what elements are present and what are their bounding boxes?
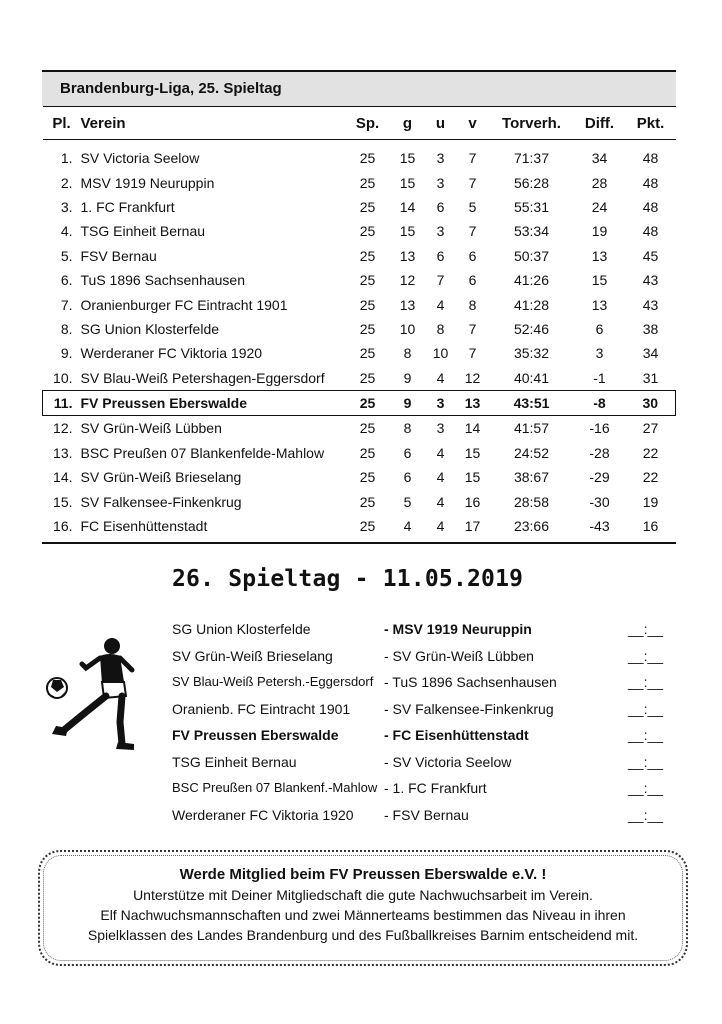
cell-losses: 8 [468,296,477,313]
cell-losses: 7 [468,223,477,240]
cell-losses: 16 [464,493,481,510]
league-title: Brandenburg-Liga, 25. Spieltag [42,72,676,106]
cell-points: 48 [642,150,659,167]
cell-wins: 8 [403,420,412,437]
table-header-row [43,107,676,140]
cell-losses: 15 [464,469,481,486]
cell-diff: 13 [591,247,608,264]
fixture-home-team: SV Grün-Weiß Brieselang [172,647,333,664]
header-diff: Diff. [574,107,626,140]
cell-goals: 41:26 [513,272,550,289]
cell-points: 48 [642,174,659,191]
cell-diff: 34 [591,150,608,167]
cell-place: 11. [43,390,81,415]
table-row [43,170,676,194]
cell-team: TuS 1896 Sachsenhausen [80,272,245,289]
cell-games: 25 [359,345,376,362]
cell-points: 31 [642,369,659,386]
membership-line: Elf Nachwuchsmannschaften und zwei Männerteams bestimmen das Niveau in ihren [100,907,626,923]
cell-diff: -30 [589,493,610,510]
cell-games: 25 [359,247,376,264]
cell-games: 25 [359,174,376,191]
cell-wins: 13 [399,247,416,264]
fixture-score-blank: __:__ [628,621,664,637]
cell-losses: 12 [464,369,481,386]
cell-goals: 41:57 [513,420,550,437]
cell-games: 25 [359,518,376,535]
cell-losses: 7 [468,150,477,167]
cell-wins: 6 [403,469,412,486]
fixture-score-blank: __:__ [628,647,664,664]
cell-games: 25 [359,198,376,215]
fixture-row [172,669,682,696]
table-row [43,366,676,391]
fixture-score-blank: __:__ [628,700,664,717]
cell-goals: 40:41 [513,369,550,386]
header-goals: Torverh. [490,107,574,140]
fixture-score-blank: __:__ [628,727,664,743]
standings-body [43,140,676,539]
fixture-home-team: TSG Einheit Bernau [172,753,297,770]
fixture-away-team: - 1. FC Frankfurt [384,780,487,796]
cell-team: FC Eisenhüttenstadt [80,518,208,535]
fixture-home-team: SV Blau-Weiß Petersh.-Eggersdorf [172,674,374,689]
membership-title: Werde Mitglied beim FV Preussen Eberswalde e.V. ! [179,866,547,883]
fixture-score-blank: __:__ [628,806,664,823]
cell-wins: 5 [403,493,412,510]
cell-wins: 10 [399,320,416,337]
cell-diff: -29 [589,469,610,486]
fixture-score-blank: __:__ [628,780,664,796]
table-row [43,292,676,316]
fixtures-list [172,616,682,828]
cell-diff: 13 [591,296,608,313]
cell-games: 25 [359,150,376,167]
cell-goals: 56:28 [513,174,550,191]
cell-games: 25 [359,320,376,337]
cell-place: 9. [60,345,73,362]
cell-place: 3. [60,198,73,215]
cell-place: 2. [60,174,73,191]
table-row [43,465,676,489]
cell-team: SV Falkensee-Finkenkrug [80,493,242,510]
cell-draws: 3 [436,150,445,167]
cell-points: 19 [642,493,659,510]
fixture-away-team: - SV Grün-Weiß Lübben [384,647,534,664]
cell-games: 25 [359,420,376,437]
cell-team: Oranienburger FC Eintracht 1901 [80,296,288,313]
cell-team: TSG Einheit Bernau [80,223,206,240]
cell-goals: 53:34 [513,223,550,240]
cell-draws: 4 [436,369,445,386]
fixtures-title: 26. Spieltag - 11.05.2019 [172,566,524,592]
cell-goals: 43:51 [490,390,574,415]
cell-place: 10. [53,369,73,386]
cell-points: 34 [642,345,659,362]
fixture-home-team: FV Preussen Eberswalde [172,727,339,743]
cell-wins: 9 [390,390,426,415]
table-row [43,441,676,465]
cell-points: 30 [626,390,676,415]
cell-draws: 7 [436,272,445,289]
cell-team: SV Blau-Weiß Petershagen-Eggersdorf [80,369,325,386]
cell-games: 25 [359,272,376,289]
cell-diff: 3 [595,345,604,362]
cell-wins: 15 [399,150,416,167]
fixture-row [172,643,682,670]
table-row [43,268,676,292]
table-row [43,416,676,441]
cell-goals: 38:67 [513,469,550,486]
table-row [43,140,676,171]
cell-place: 16. [53,518,73,535]
fixture-away-team: - SV Victoria Seelow [384,753,512,770]
cell-games: 25 [359,444,376,461]
standings-table [42,106,676,538]
cell-place: 8. [60,320,73,337]
cell-wins: 14 [399,198,416,215]
table-row [43,195,676,219]
cell-wins: 15 [399,174,416,191]
table-row [43,489,676,513]
cell-goals: 41:28 [513,296,550,313]
cell-wins: 4 [403,518,412,535]
cell-diff: 6 [595,320,604,337]
fixture-away-team: - TuS 1896 Sachsenhausen [384,674,557,690]
fixture-home-team: Oranienb. FC Eintracht 1901 [172,700,351,717]
cell-diff: -1 [593,369,606,386]
table-row [43,341,676,365]
cell-wins: 12 [399,272,416,289]
cell-points: 22 [642,444,659,461]
cell-points: 48 [642,198,659,215]
cell-points: 43 [642,272,659,289]
cell-games: 25 [359,369,376,386]
cell-team: SG Union Klosterfelde [80,320,220,337]
cell-points: 48 [642,223,659,240]
cell-goals: 28:58 [513,493,550,510]
cell-wins: 9 [403,369,412,386]
cell-games: 25 [359,469,376,486]
cell-goals: 50:37 [513,247,550,264]
cell-diff: -28 [589,444,610,461]
cell-wins: 13 [399,296,416,313]
cell-games: 25 [359,493,376,510]
cell-points: 45 [642,247,659,264]
cell-wins: 8 [403,345,412,362]
cell-diff: 15 [591,272,608,289]
cell-losses: 6 [468,247,477,264]
fixture-away-team: - SV Falkensee-Finkenkrug [384,700,554,717]
cell-goals: 24:52 [513,444,550,461]
cell-diff: 24 [591,198,608,215]
cell-wins: 15 [399,223,416,240]
fixture-away-team: - MSV 1919 Neuruppin [384,621,532,637]
cell-place: 1. [60,150,73,167]
cell-games: 25 [359,223,376,240]
cell-losses: 7 [468,320,477,337]
header-place: Pl. [43,107,81,140]
fixture-home-team: BSC Preußen 07 Blankenf.-Mahlow [172,780,378,795]
cell-diff: 19 [591,223,608,240]
fixture-away-team: - FC Eisenhüttenstadt [384,727,529,743]
fixture-score-blank: __:__ [628,674,664,690]
header-games: Sp. [346,107,390,140]
cell-losses: 7 [468,345,477,362]
fixture-row [172,749,682,776]
cell-goals: 35:32 [513,345,550,362]
cell-diff: 28 [591,174,608,191]
cell-draws: 3 [426,390,456,415]
cell-place: 15. [53,493,73,510]
header-points: Pkt. [626,107,676,140]
header-team: Verein [81,107,346,140]
cell-draws: 8 [436,320,445,337]
cell-points: 22 [642,469,659,486]
cell-team: FV Preussen Eberswalde [81,390,346,415]
fixture-home-team: Werderaner FC Viktoria 1920 [172,806,354,823]
table-row [43,317,676,341]
cell-draws: 4 [436,296,445,313]
membership-line: Spielklassen des Landes Brandenburg und des Fußballkreises Barnim entscheidend mit. [87,927,639,943]
cell-place: 6. [60,272,73,289]
table-row [43,244,676,268]
cell-draws: 3 [436,223,445,240]
cell-losses: 14 [464,420,481,437]
cell-losses: 6 [468,272,477,289]
membership-line: Unterstütze mit Deiner Mitgliedschaft die gute Nachwuchsarbeit im Verein. [133,887,593,903]
cell-diff: -8 [574,390,626,415]
cell-draws: 3 [436,420,445,437]
cell-draws: 4 [436,444,445,461]
cell-team: FSV Bernau [80,247,157,264]
cell-losses: 5 [468,198,477,215]
header-draws: u [426,107,456,140]
cell-place: 7. [60,296,73,313]
membership-box [38,850,688,966]
cell-draws: 4 [436,493,445,510]
cell-points: 38 [642,320,659,337]
table-row [43,219,676,243]
cell-draws: 6 [436,198,445,215]
fixture-row [172,802,682,829]
cell-draws: 10 [432,345,449,362]
cell-losses: 13 [456,390,490,415]
table-row-highlighted [43,390,676,415]
cell-team: SV Grün-Weiß Lübben [80,420,222,437]
cell-team: BSC Preußen 07 Blankenfelde-Mahlow [80,444,325,461]
cell-draws: 4 [436,518,445,535]
cell-losses: 17 [464,518,481,535]
cell-draws: 3 [436,174,445,191]
cell-place: 14. [53,469,73,486]
fixture-row [172,616,682,643]
fixture-home-team: SG Union Klosterfelde [172,621,311,637]
fixture-row [172,696,682,723]
fixture-away-team: - FSV Bernau [384,806,469,823]
cell-team: SV Grün-Weiß Brieselang [80,469,242,486]
cell-place: 13. [53,444,73,461]
cell-losses: 15 [464,444,481,461]
cell-place: 5. [60,247,73,264]
soccer-player-kicking-icon [42,634,142,754]
cell-games: 25 [346,390,390,415]
league-table-section [42,70,676,544]
table-row [43,514,676,538]
cell-team: Werderaner FC Viktoria 1920 [80,345,263,362]
fixture-row [172,775,682,802]
cell-losses: 7 [468,174,477,191]
header-wins: g [390,107,426,140]
cell-goals: 52:46 [513,320,550,337]
cell-diff: -16 [589,420,610,437]
cell-goals: 23:66 [513,518,550,535]
cell-team: 1. FC Frankfurt [80,198,175,215]
cell-goals: 71:37 [513,150,550,167]
cell-place: 12. [53,420,73,437]
cell-points: 43 [642,296,659,313]
cell-wins: 6 [403,444,412,461]
cell-points: 16 [642,518,659,535]
cell-place: 4. [60,223,73,240]
cell-team: MSV 1919 Neuruppin [80,174,215,191]
cell-draws: 6 [436,247,445,264]
membership-inner-border [43,855,683,961]
cell-points: 27 [642,420,659,437]
cell-team: SV Victoria Seelow [80,150,200,167]
cell-games: 25 [359,296,376,313]
fixture-score-blank: __:__ [628,753,664,770]
cell-draws: 4 [436,469,445,486]
header-losses: v [456,107,490,140]
cell-goals: 55:31 [513,198,550,215]
fixture-row [172,722,682,749]
cell-diff: -43 [589,518,610,535]
